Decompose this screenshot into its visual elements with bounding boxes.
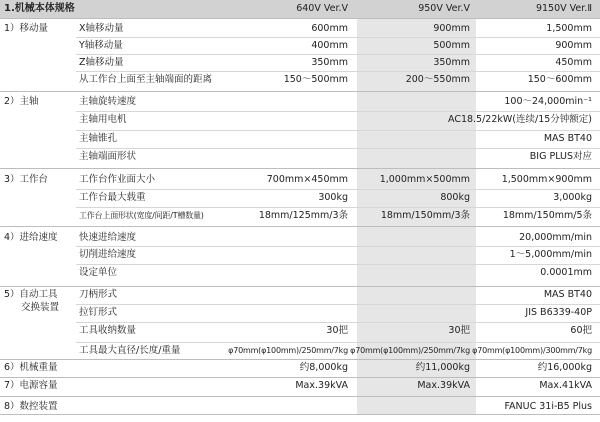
value-cell: 3,000kg <box>553 192 592 203</box>
row-rule <box>76 148 600 149</box>
value-cell: 30把 <box>448 325 470 336</box>
item-label: 拉钉形式 <box>79 307 118 318</box>
value-cell: 300kg <box>318 192 348 203</box>
value-cell: 500mm <box>433 40 470 51</box>
row-rule <box>76 264 600 265</box>
item-label: 工具收纳数量 <box>79 325 137 336</box>
row-rule <box>76 342 600 343</box>
item-label: 主轴旋转速度 <box>79 96 137 107</box>
value-cell: 600mm <box>311 23 348 34</box>
value-cell: 700mm×450mm <box>266 174 348 185</box>
section-label: 8）数控装置 <box>4 401 58 412</box>
value-cell: 800kg <box>440 192 470 203</box>
value-cell: 18mm/150mm/5条 <box>502 210 592 221</box>
value-cell: 约16,000kg <box>537 362 592 373</box>
section-rule <box>0 377 600 378</box>
section-label: 2）主轴 <box>4 96 39 107</box>
item-label: Z轴移动量 <box>79 57 124 68</box>
row-rule <box>76 322 600 323</box>
value-cell: 450mm <box>555 57 592 68</box>
item-label: 工作台上面形状(宽度/间距/T槽数量) <box>79 211 204 220</box>
value-cell: 1,500mm×900mm <box>501 174 592 185</box>
section-label: 7）电源容量 <box>4 380 58 391</box>
section-label: 4）进给速度 <box>4 232 58 243</box>
section-rule <box>0 286 600 287</box>
item-label: 工具最大直径/长度/重量 <box>79 345 181 356</box>
item-label: 工作台最大载重 <box>79 192 146 203</box>
item-label: 主轴端面形状 <box>79 151 137 162</box>
item-label: X轴移动量 <box>79 23 124 34</box>
value-cell: Max.41kVA <box>539 380 592 391</box>
value-cell: φ70mm(φ100mm)/250mm/7kg <box>228 346 348 355</box>
value-cell: 30把 <box>326 325 348 336</box>
shared-value-cell: 20,000mm/min <box>519 232 592 243</box>
model-header-0: 640V Ver.Ⅴ <box>296 3 348 14</box>
section-label: 1）移动量 <box>4 23 49 34</box>
row-rule <box>76 207 600 208</box>
shared-value-cell: MAS BT40 <box>543 133 592 144</box>
value-cell: 900mm <box>555 40 592 51</box>
row-rule <box>76 189 600 190</box>
value-cell: 350mm <box>311 57 348 68</box>
section-rule <box>0 226 600 227</box>
model-header-2: 9150V Ver.Ⅱ <box>535 3 592 14</box>
item-label: 工作台作业面大小 <box>79 174 156 185</box>
section-rule <box>0 18 600 19</box>
value-cell: 200～550mm <box>405 74 470 85</box>
section-label: 3）工作台 <box>4 174 49 185</box>
value-cell: 900mm <box>433 23 470 34</box>
section-rule <box>0 168 600 169</box>
shared-value-cell: 1～5,000mm/min <box>509 249 592 260</box>
value-cell: 1,500mm <box>546 23 592 34</box>
section-label: 交换装置 <box>21 302 60 313</box>
shared-value-cell: JIS B6339-40P <box>525 307 592 318</box>
row-rule <box>76 246 600 247</box>
value-cell: 18mm/150mm/3条 <box>380 210 470 221</box>
row-rule <box>76 71 600 72</box>
item-label: 主轴锥孔 <box>79 133 118 144</box>
section-label: 5）自动工具 <box>4 289 58 300</box>
shared-value-cell: MAS BT40 <box>543 289 592 300</box>
item-label: 主轴用电机 <box>79 114 127 125</box>
item-label: 从工作台上面至主轴端面的距离 <box>79 74 213 85</box>
value-cell: φ70mm(φ100mm)/250mm/7kg <box>350 346 470 355</box>
row-rule <box>76 111 600 112</box>
item-label: 快速进给速度 <box>79 232 137 243</box>
section-rule <box>0 396 600 397</box>
value-cell: 150～600mm <box>527 74 592 85</box>
section-rule <box>0 359 600 360</box>
shared-value-cell: FANUC 31i-B5 Plus <box>504 401 592 412</box>
value-cell: Max.39kVA <box>417 380 470 391</box>
value-cell: φ70mm(φ100mm)/300mm/7kg <box>472 346 592 355</box>
bottom-rule <box>0 414 600 415</box>
value-cell: Max.39kVA <box>295 380 348 391</box>
row-rule <box>76 130 600 131</box>
shared-value-cell: AC18.5/22kW(连续/15分钟额定) <box>447 114 592 125</box>
value-cell: 约8,000kg <box>299 362 348 373</box>
row-rule <box>76 54 600 55</box>
model-header-1: 950V Ver.Ⅴ <box>418 3 470 14</box>
value-cell: 400mm <box>311 40 348 51</box>
row-rule <box>76 37 600 38</box>
item-label: 刀柄形式 <box>79 289 118 300</box>
item-label: 切削进给速度 <box>79 249 137 260</box>
section-rule <box>0 91 600 92</box>
value-cell: 60把 <box>570 325 592 336</box>
value-cell: 350mm <box>433 57 470 68</box>
value-cell: 18mm/125mm/3条 <box>258 210 348 221</box>
table-title: 1.机械本体规格 <box>4 3 75 14</box>
item-label: 设定单位 <box>79 267 118 278</box>
value-cell: 1,000mm×500mm <box>379 174 470 185</box>
section-label: 6）机械重量 <box>4 362 58 373</box>
item-label: Y轴移动量 <box>79 40 123 51</box>
shared-value-cell: 0.0001mm <box>540 267 592 278</box>
row-rule <box>76 304 600 305</box>
shared-value-cell: 100～24,000min⁻¹ <box>504 96 592 107</box>
value-cell: 约11,000kg <box>415 362 470 373</box>
shared-value-cell: BIG PLUS对应 <box>529 151 592 162</box>
value-cell: 150～500mm <box>283 74 348 85</box>
